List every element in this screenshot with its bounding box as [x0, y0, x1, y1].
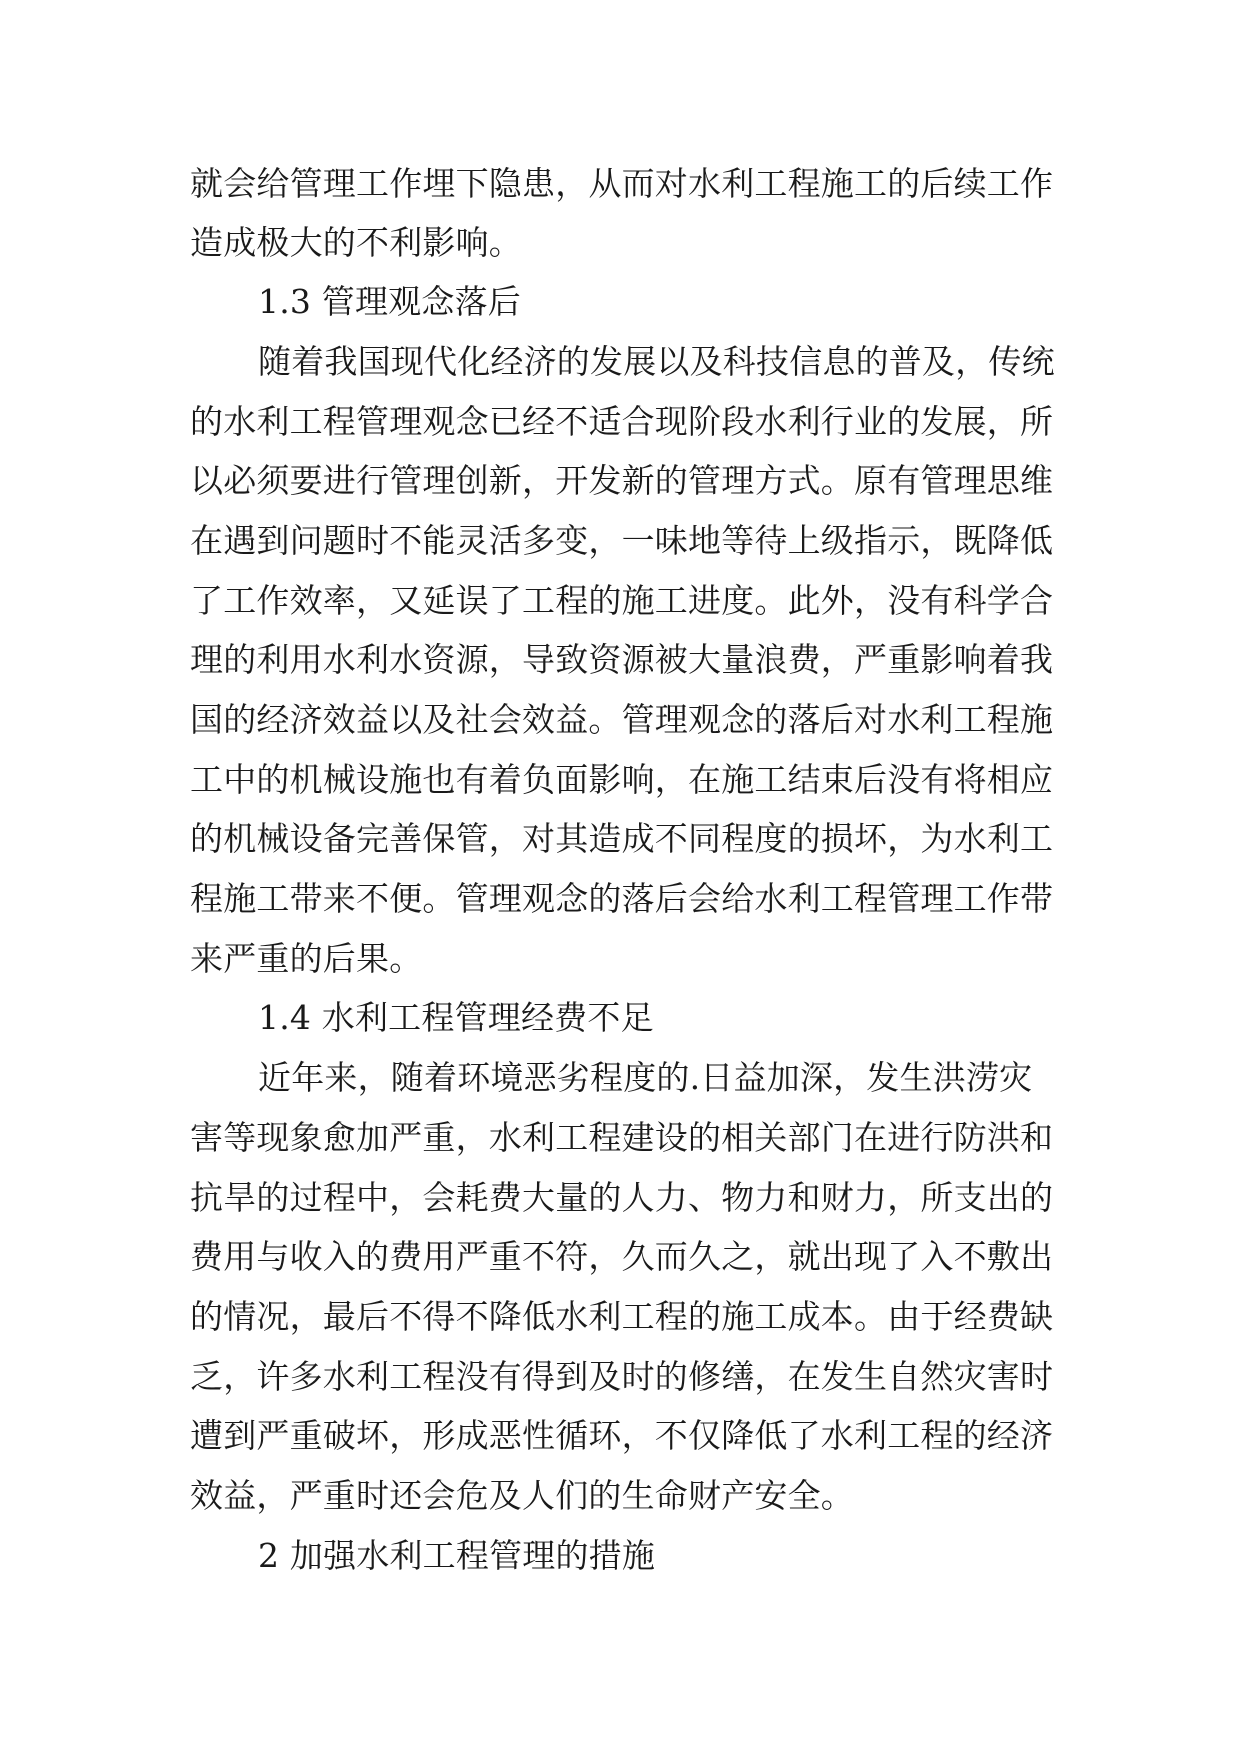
section-heading: 2 加强水利工程管理的措施: [258, 1536, 656, 1575]
text-line: 以必须要进行管理创新，开发新的管理方式。原有管理思维: [190, 461, 1054, 500]
text-line: 的水利工程管理观念已经不适合现阶段水利行业的发展，所: [190, 402, 1054, 441]
section-heading: 1.3 管理观念落后: [258, 282, 521, 321]
text-line: 工中的机械设施也有着负面影响，在施工结束后没有将相应: [190, 760, 1054, 799]
text-line: 近年来，随着环境恶劣程度的.日益加深，发生洪涝灾: [258, 1058, 1033, 1097]
text-line: 的情况，最后不得不降低水利工程的施工成本。由于经费缺: [190, 1297, 1054, 1336]
text-line: 理的利用水利水资源，导致资源被大量浪费，严重影响着我: [190, 640, 1054, 679]
text-line: 遭到严重破坏，形成恶性循环，不仅降低了水利工程的经济: [190, 1416, 1054, 1455]
text-line: 效益，严重时还会危及人们的生命财产安全。: [190, 1476, 854, 1515]
text-line: 的机械设备完善保管，对其造成不同程度的损坏，为水利工: [190, 819, 1054, 858]
text-line: 抗旱的过程中，会耗费大量的人力、物力和财力，所支出的: [190, 1178, 1054, 1217]
text-line: 程施工带来不便。管理观念的落后会给水利工程管理工作带: [190, 879, 1054, 918]
text-line: 随着我国现代化经济的发展以及科技信息的普及，传统: [258, 342, 1055, 381]
text-line: 造成极大的不利影响。: [190, 223, 522, 262]
text-line: 了工作效率，又延误了工程的施工进度。此外，没有科学合: [190, 581, 1054, 620]
text-line: 乏，许多水利工程没有得到及时的修缮，在发生自然灾害时: [190, 1357, 1054, 1396]
text-line: 害等现象愈加严重，水利工程建设的相关部门在进行防洪和: [190, 1118, 1054, 1157]
text-line: 费用与收入的费用严重不符，久而久之，就出现了入不敷出: [190, 1237, 1054, 1276]
text-line: 来严重的后果。: [190, 939, 423, 978]
text-line: 就会给管理工作埋下隐患，从而对水利工程施工的后续工作: [190, 164, 1054, 203]
text-line: 国的经济效益以及社会效益。管理观念的落后对水利工程施: [190, 700, 1054, 739]
section-heading: 1.4 水利工程管理经费不足: [258, 998, 654, 1037]
text-line: 在遇到问题时不能灵活多变，一味地等待上级指示，既降低: [190, 521, 1054, 560]
